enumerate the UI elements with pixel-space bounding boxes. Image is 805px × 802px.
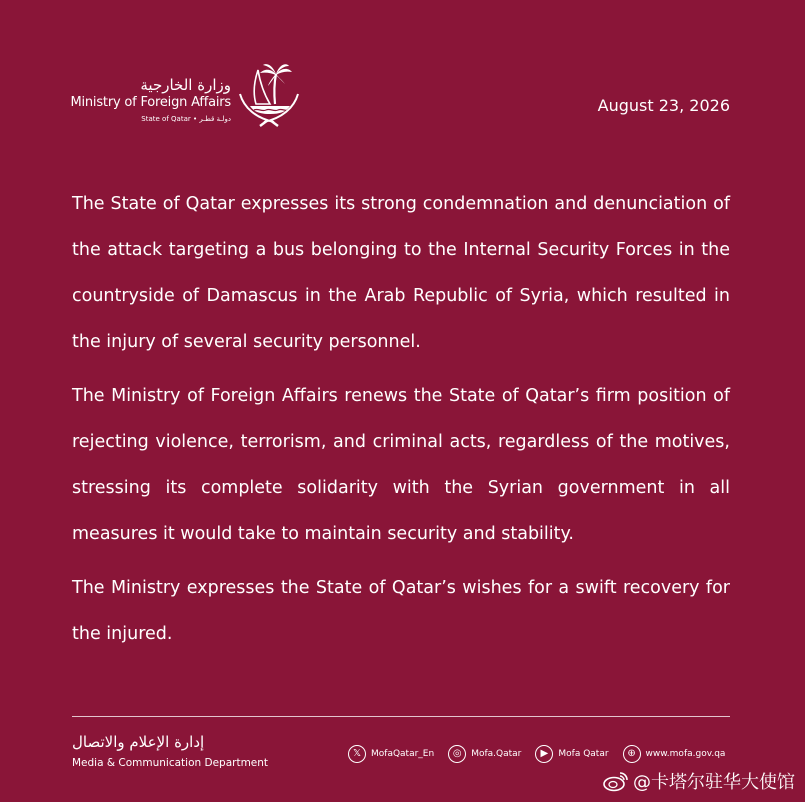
social-label: Mofa Qatar — [558, 749, 609, 759]
social-instagram[interactable] — [448, 745, 521, 763]
social-website[interactable] — [623, 745, 726, 763]
statement-date: August 23, 2026 — [597, 96, 730, 115]
department-arabic: إدارة الإعلام والاتصال — [72, 733, 205, 751]
header — [0, 0, 805, 150]
ministry-logo — [70, 76, 231, 124]
social-x[interactable] — [348, 745, 434, 763]
statement-paragraph: The Ministry of Foreign Affairs renews the State of Qatar’s firm position of rejecting violence, terrorism, and criminal acts, regardless of the motives, stressing its complete solidarity with the Syrian government in all measures it would take to maintain security and stability. — [72, 386, 730, 544]
statement-paragraph: The State of Qatar expresses its strong condemnation and denunciation of the attack targeting a bus belonging to the Internal Security Forces in the countryside of Damascus in the Arab Republic of Syria, which resulted in the injury of several security personnel. — [72, 194, 730, 352]
social-links — [348, 745, 739, 763]
qatar-emblem-icon — [236, 60, 302, 130]
youtube-icon: ▶ — [535, 745, 553, 763]
department-label — [72, 732, 268, 771]
x-icon: 𝕏 — [348, 745, 366, 763]
watermark-text: @卡塔尔驻华大使馆 — [633, 772, 795, 793]
weibo-icon — [603, 770, 629, 792]
statement-body — [72, 181, 730, 665]
social-youtube[interactable] — [535, 745, 608, 763]
logo-arabic: وزارة الخارجية — [140, 76, 231, 94]
social-label: www.mofa.gov.qa — [645, 749, 726, 759]
footer-divider — [72, 716, 730, 717]
department-english: Media & Communication Department — [72, 757, 269, 769]
social-label: MofaQatar_En — [371, 749, 435, 759]
social-label: Mofa.Qatar — [471, 749, 522, 759]
statement-paragraph: The Ministry expresses the State of Qatar’s wishes for a swift recovery for the injured. — [72, 578, 730, 644]
globe-icon: ⊕ — [623, 745, 641, 763]
logo-subtitle: State of Qatar • دولـة قطـر — [141, 115, 231, 123]
logo-english: Ministry of Foreign Affairs — [70, 95, 231, 110]
weibo-watermark — [603, 768, 795, 794]
instagram-icon: ◎ — [448, 745, 466, 763]
